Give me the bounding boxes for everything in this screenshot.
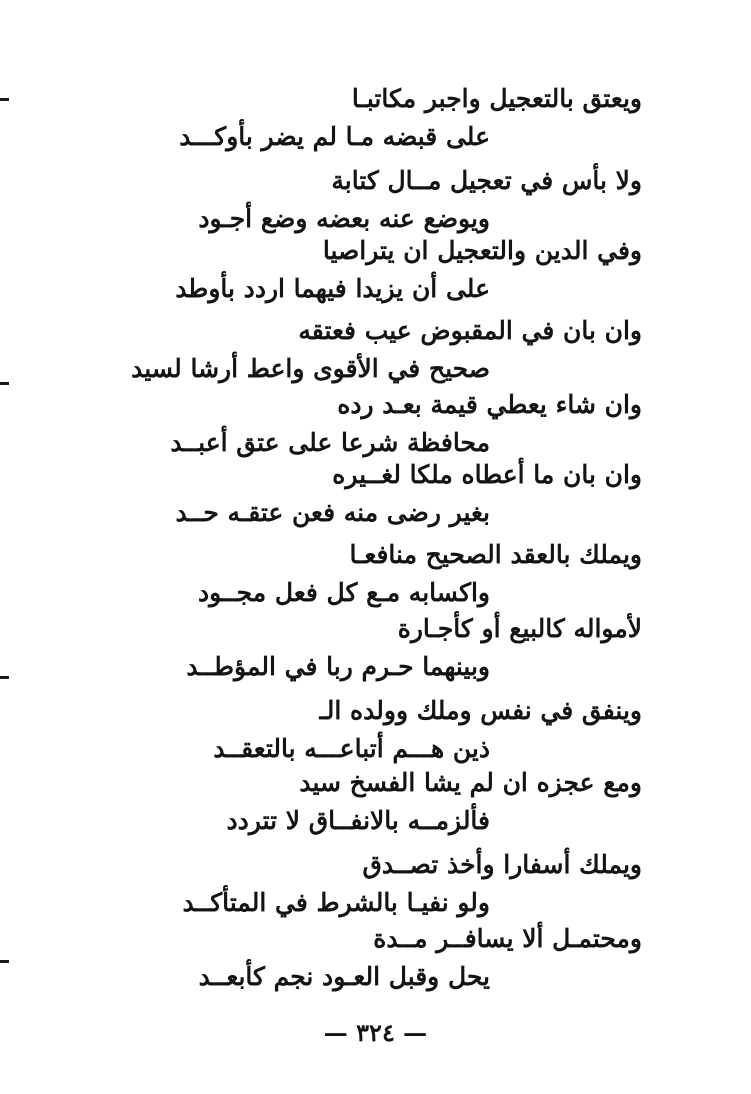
verse-first-hemistich: وان بان في المقبوض عيب فعتقه [298,316,642,345]
verse-first-hemistich: ومحتمـل ألا يسافــر مــدة [373,924,642,953]
verse-second-hemistich: ذين هـــم أتباعـــه بالتعقــد [213,734,490,763]
verse-second-hemistich: بغير رضى منه فعن عتقـه حــد [175,498,490,527]
scan-edge-mark [0,382,9,385]
verse-first-hemistich: وان شاء يعطي قيمة بعـد رده [337,390,642,419]
verse-first-hemistich: ولا بأس في تعجيل مــال كتابة [331,166,642,195]
verse-first-hemistich: ومع عجزه ان لم يشا الفسخ سيد [299,768,642,797]
verse-second-hemistich: واكسابه مـع كل فعل مجــود [197,578,490,607]
verse [150,232,650,308]
verse-second-hemistich: وبينهما حـرم ربا في المؤطــد [186,652,490,681]
verse [150,162,650,238]
verse [150,764,650,840]
verse [150,846,650,922]
verse [150,920,650,996]
verse-first-hemistich: لأمواله كالبيع أو كأجـارة [397,614,642,643]
verse-first-hemistich: ويعتق بالتعجيل واجبر مكاتبـا [351,84,642,113]
verse-second-hemistich: يحل وقبل العـود نجم كأبعــد [198,962,490,991]
verse-second-hemistich: على أن يزيدا فيهما اردد بأوطد [175,274,490,303]
scan-edge-mark [0,960,9,963]
verse [150,610,650,686]
verse [150,386,650,462]
verse [150,692,650,768]
verse [150,80,650,156]
verse [131,312,650,388]
scan-edge-mark [0,98,9,101]
verse-first-hemistich: ويملك أسفارا وأخذ تصــدق [362,850,642,879]
verse-first-hemistich: وفي الدين والتعجيل ان يتراصيا [322,236,642,265]
verse [150,536,650,612]
verse-second-hemistich: على قبضه مـا لم يضر بأوكـــد [179,122,490,151]
scan-edge-mark [0,676,9,679]
verse-second-hemistich: فألزمــه بالانفــاق لا تتردد [226,806,490,835]
page-number: — ٣٢٤ — [323,1018,428,1047]
verse-second-hemistich: صحيح في الأقوى واعط أرشا لسيد [131,354,490,383]
verse-second-hemistich: ولو نفيـا بالشرط في المتأكــد [182,888,490,917]
verse-first-hemistich: وان بان ما أعطاه ملكا لغــيره [332,460,642,489]
verse-first-hemistich: ويملك بالعقد الصحيح منافعـا [349,540,642,569]
verse [150,456,650,532]
verse-second-hemistich: ويوضع عنه بعضه وضع أجـود [198,204,490,233]
verse-second-hemistich: محافظة شرعا على عتق أعبــد [170,428,490,457]
verse-first-hemistich: وينفق في نفس وملك وولده الـ [319,696,642,725]
